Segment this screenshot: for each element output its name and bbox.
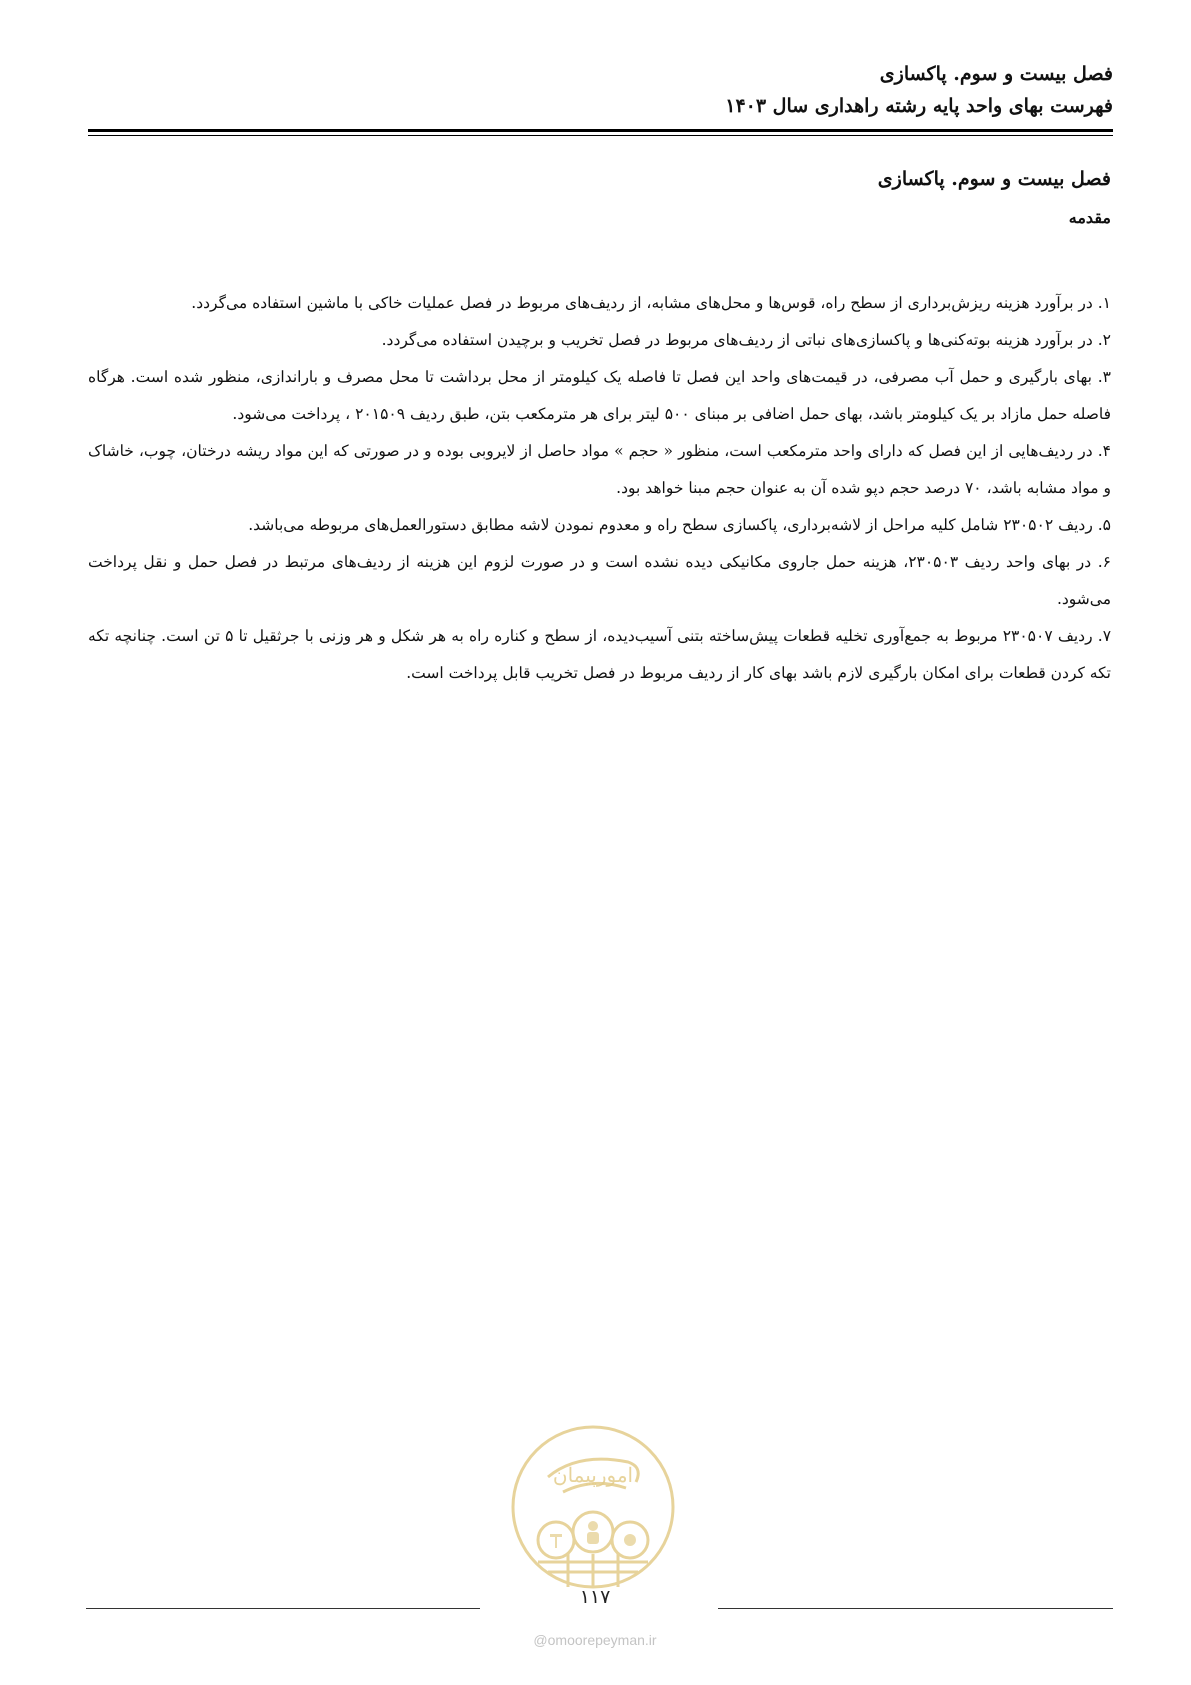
section-subtitle: مقدمه [1068, 208, 1111, 227]
paragraph-4: ۴. در ردیف‌هایی از این فصل که دارای واحد مترمکعب است، منظور « حجم » مواد حاصل از لایروبی بوده و در صورتی که این مواد ریشه درختان، چوب، خاشاک و مواد مشابه باشد، ۷۰ درصد حجم دپو شده آن به عنوان حجم مبنا خواهد بود. [88, 442, 1111, 497]
section-title: فصل بیست و سوم. پاکسازی [877, 168, 1111, 190]
watermark-seal-icon [508, 1422, 678, 1592]
site-credit: @omoorepeyman.ir [533, 1632, 657, 1648]
footer-rule-left [86, 1608, 480, 1609]
paragraph-7: ۷. ردیف ۲۳۰۵۰۷ مربوط به جمع‌آوری تخلیه قطعات پیش‌ساخته بتنی آسیب‌دیده، از سطح و کناره راه به هر شکل و هر وزنی با جرثقیل تا ۵ تن است. چنانچه تکه تکه کردن قطعات برای امکان بارگیری لازم باشد بهای کار از ردیف مربوط در فصل تخریب قابل پرداخت است. [88, 627, 1112, 682]
page-number: ۱۱۷ [579, 1586, 611, 1608]
watermark-logo [508, 1422, 678, 1592]
paragraph-5: ۵. ردیف ۲۳۰۵۰۲ شامل کلیه مراحل از لاشه‌برداری، پاکسازی سطح راه و معدوم نمودن لاشه مطابق دستورالعمل‌های مربوطه می‌باشد. [248, 516, 1111, 534]
header-chapter-title: فصل بیست و سوم. پاکسازی [879, 63, 1113, 85]
footer-rule-right [718, 1608, 1113, 1609]
body-content [88, 285, 1111, 692]
paragraph-1: ۱. در برآورد هزینه ریزش‌برداری از سطح راه، قوس‌ها و محل‌های مشابه، از ردیف‌های مربوط در فصل عملیات خاکی با ماشین استفاده می‌گردد. [191, 294, 1111, 312]
paragraph-3: ۳. بهای بارگیری و حمل آب مصرفی، در قیمت‌های واحد این فصل تا فاصله یک کیلومتر از محل برداشت تا محل مصرف و باراندازی، منظور شده است. هرگاه فاصله حمل مازاد بر یک کیلومتر باشد، بهای حمل اضافی بر مبنای ۵۰۰ لیتر برای هر مترمکعب بتن، طبق ردیف ۲۰۱۵۰۹ ، پرداخت می‌شود. [88, 368, 1111, 423]
paragraph-2: ۲. در برآورد هزینه بوته‌کنی‌ها و پاکسازی‌های نباتی از ردیف‌های مربوط در فصل تخریب و برچیدن استفاده می‌گردد. [381, 331, 1111, 349]
header-rule-thick [88, 129, 1113, 132]
header-document-title: فهرست بهای واحد پایه رشته راهداری سال ۱۴۰۳ [725, 95, 1113, 117]
svg-text:امورپیمان: امورپیمان [552, 1463, 634, 1487]
header-rule-thin [88, 135, 1113, 136]
paragraph-6: ۶. در بهای واحد ردیف ۲۳۰۵۰۳، هزینه حمل جاروی مکانیکی دیده نشده است و در صورت لزوم این هزینه از ردیف‌های مرتبط در فصل حمل و نقل پرداخت می‌شود. [88, 553, 1111, 608]
running-header [88, 58, 1113, 122]
